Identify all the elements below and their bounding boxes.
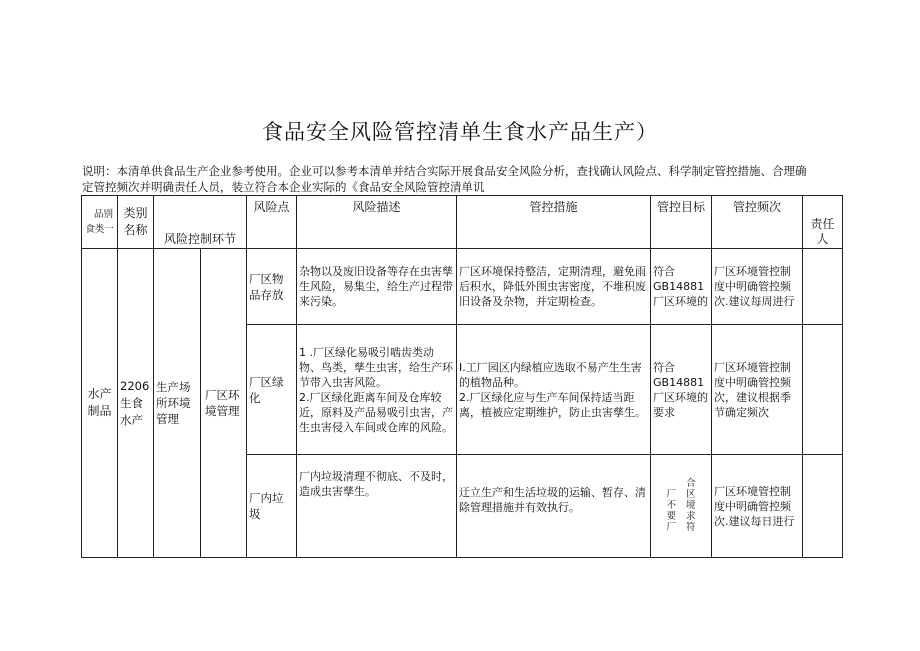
risk-control-table (81, 195, 843, 558)
header-owner: 责任人 (803, 217, 843, 249)
document-title: 食品安全风险管控清单生食水产品生产） (262, 120, 658, 144)
cell-category-code: 2206生食水产 (118, 249, 154, 558)
cell-category: 水产制品 (82, 249, 118, 558)
header-category-type (82, 196, 118, 249)
cell-risk-point-1: 厂区物品存放 (247, 249, 297, 325)
table-header-row (82, 196, 843, 218)
header-control-measure: 管控措施 (457, 196, 651, 249)
cell-control-measure-1: 厂区环境保持整洁，定期清理，避免雨后积水，降低外围虫害密度，不堆积废旧设备及杂物，并定期检查。 (457, 249, 651, 325)
header-owner-top (803, 196, 843, 218)
cell-risk-description-2 (297, 325, 457, 455)
header-category-type-top: 品别 (93, 209, 113, 220)
cell-control-measure-2 (457, 325, 651, 455)
control-target-3-col-2: 合区境求符 (686, 478, 696, 533)
cell-risk-point-2: 厂区绿化 (247, 325, 297, 455)
cell-risk-point-3: 厂内垃圾 (247, 455, 297, 558)
cell-owner-2 (803, 325, 843, 455)
risk-description-2-item-2: 2.厂区绿化距离车间及仓库较近，原料及产品易吸引虫害，产生虫害侵入车间或仓库的风险。 (299, 390, 454, 434)
header-control-frequency: 管控频次 (712, 196, 803, 249)
header-risk-description: 风险描述 (297, 196, 457, 249)
cell-control-sub: 厂区环境管理 (201, 249, 247, 558)
cell-owner-1 (803, 249, 843, 325)
cell-control-area: 生产场所环境管理 (154, 249, 201, 558)
cell-owner-3 (803, 455, 843, 558)
control-target-3-col-1: 厂不要厂 (666, 489, 677, 533)
header-category-name: 类别名称 (118, 196, 154, 249)
cell-control-target-3 (651, 455, 712, 558)
note-line-1: 说明：本清单供食品生产企业参考使用。企业可以参考本清单并结合实际开展食品安全风险分析，查找确认风险点、科学制定管控措施、合理确 (82, 164, 807, 178)
cell-risk-description-1: 杂物以及废旧设备等存在虫害孳生风险，易集尘，给生产过程带来污染。 (297, 249, 457, 325)
note-line-2: 定管控频次并明确责任人员，装立符合本企业实际的《食品安全风险管控清单讥 (82, 180, 485, 194)
cell-control-frequency-1: 厂区环境管控制度中明确管控频次.建议每周进行 (712, 249, 803, 325)
table-row (82, 249, 843, 325)
description-note (82, 163, 842, 195)
header-category-type-bottom: 食类一 (85, 224, 114, 235)
control-measure-2-item-2: 2.厂区绿化应与生产车间保持适当距离，植被应定期维护，防止虫害孳生。 (459, 390, 647, 419)
cell-control-frequency-3: 厂区环境管控制度中明确管控频次.建议每日进行 (712, 455, 803, 558)
header-risk-point: 风险点 (247, 196, 297, 249)
header-control-target: 管控目标 (651, 196, 712, 249)
cell-control-target-1: 符合GB14881厂区环境的 (651, 249, 712, 325)
header-control-stage: 风险控制环节 (154, 196, 247, 249)
control-measure-2-item-1: Ⅰ.工厂园区内绿植应选取不易产生生害的植物品种。 (459, 360, 642, 389)
cell-control-frequency-2: 厂区环境管控制度中明确管控频次，建议根据季节确定频次 (712, 325, 803, 455)
cell-control-target-2: 符合GB14881厂区环境的要求 (651, 325, 712, 455)
cell-control-measure-3: 迂立生产和生活垃圾的运输、暂存、清除管理措施并有效执行。 (457, 455, 651, 558)
cell-risk-description-3: 厂内垃圾清理不彻底、不及时，造成虫害孳生。 (297, 455, 457, 558)
risk-description-2-item-1: 1 .厂区绿化易吸引啮齿类动物、鸟类，孳生虫害，给生产环节带入虫害风险。 (299, 345, 454, 389)
